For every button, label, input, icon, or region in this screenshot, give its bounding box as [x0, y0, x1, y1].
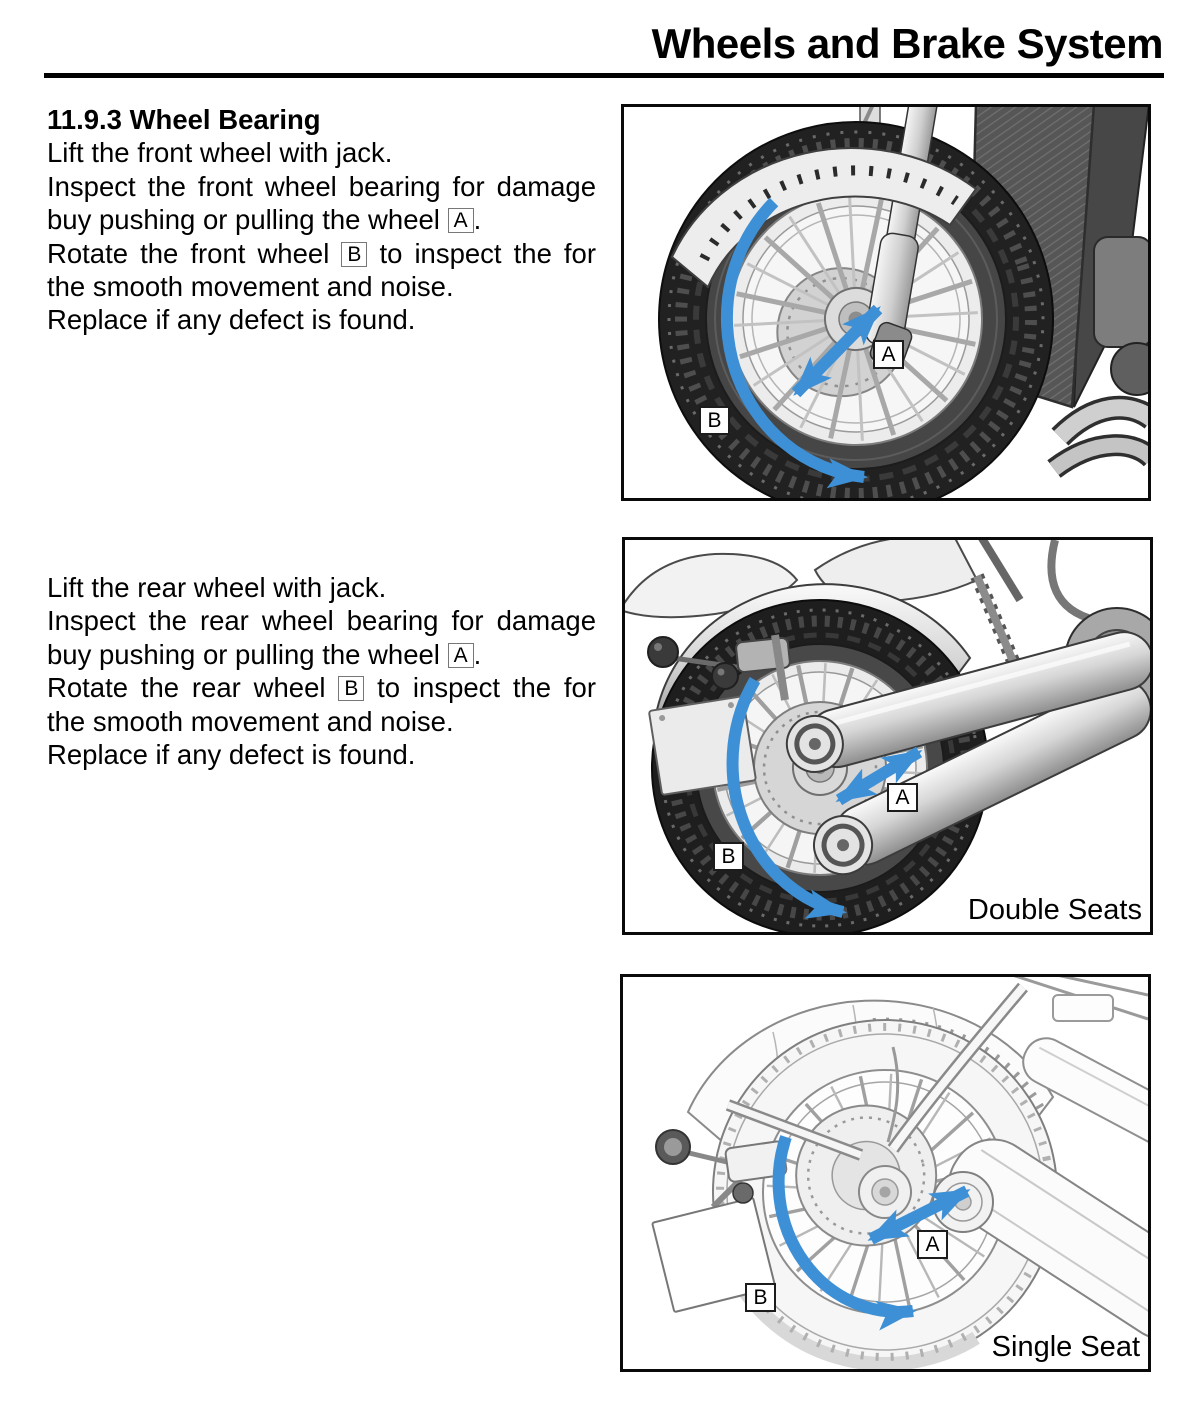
- label-a: A: [873, 340, 904, 369]
- frame-tubes: [1003, 977, 1148, 1021]
- figure-rear-wheel-double-seats: [622, 537, 1153, 935]
- header-rule: [44, 73, 1164, 78]
- section-heading: 11.9.3 Wheel Bearing: [47, 104, 321, 135]
- figure-caption: Double Seats: [967, 894, 1142, 926]
- marker-box-b: B: [341, 242, 367, 267]
- page-title: Wheels and Brake System: [651, 20, 1163, 67]
- front-wheel-procedure: [47, 103, 596, 337]
- front-step-1: Lift the front wheel with jack.: [47, 137, 393, 169]
- label-b: B: [713, 842, 744, 871]
- front-step-3: Rotate the front wheel B to inspect the for the smooth movement and noise.: [47, 237, 597, 303]
- rear-step-2: Inspect the rear wheel bearing for damage buy pushing or pulling the wheel A .: [47, 605, 596, 670]
- label-b: B: [699, 406, 730, 435]
- rear-step-4: Replace if any defect is found.: [47, 739, 416, 771]
- label-a: A: [917, 1230, 948, 1259]
- rear-wheel-double-illustration: [625, 540, 1150, 932]
- marker-box-a: A: [448, 208, 474, 233]
- figure-caption: Single Seat: [991, 1331, 1140, 1363]
- marker-box-b: B: [338, 676, 364, 701]
- label-b: B: [745, 1283, 776, 1312]
- front-wheel-illustration: [624, 107, 1148, 498]
- marker-box-a: A: [448, 643, 474, 668]
- front-step-4: Replace if any defect is found.: [47, 304, 416, 336]
- rear-step-3: Rotate the rear wheel B to inspect the for the smooth movement and noise.: [47, 672, 597, 737]
- rear-wheel-single-illustration: [623, 977, 1148, 1369]
- rear-step-1: Lift the rear wheel with jack.: [47, 572, 387, 603]
- label-a: A: [887, 783, 918, 812]
- figure-rear-wheel-single-seat: [620, 974, 1151, 1372]
- front-step-2: Inspect the front wheel bearing for damage buy pushing or pulling the wheel A .: [47, 170, 596, 236]
- figure-front-wheel: [621, 104, 1151, 501]
- rear-wheel-procedure: [47, 571, 596, 771]
